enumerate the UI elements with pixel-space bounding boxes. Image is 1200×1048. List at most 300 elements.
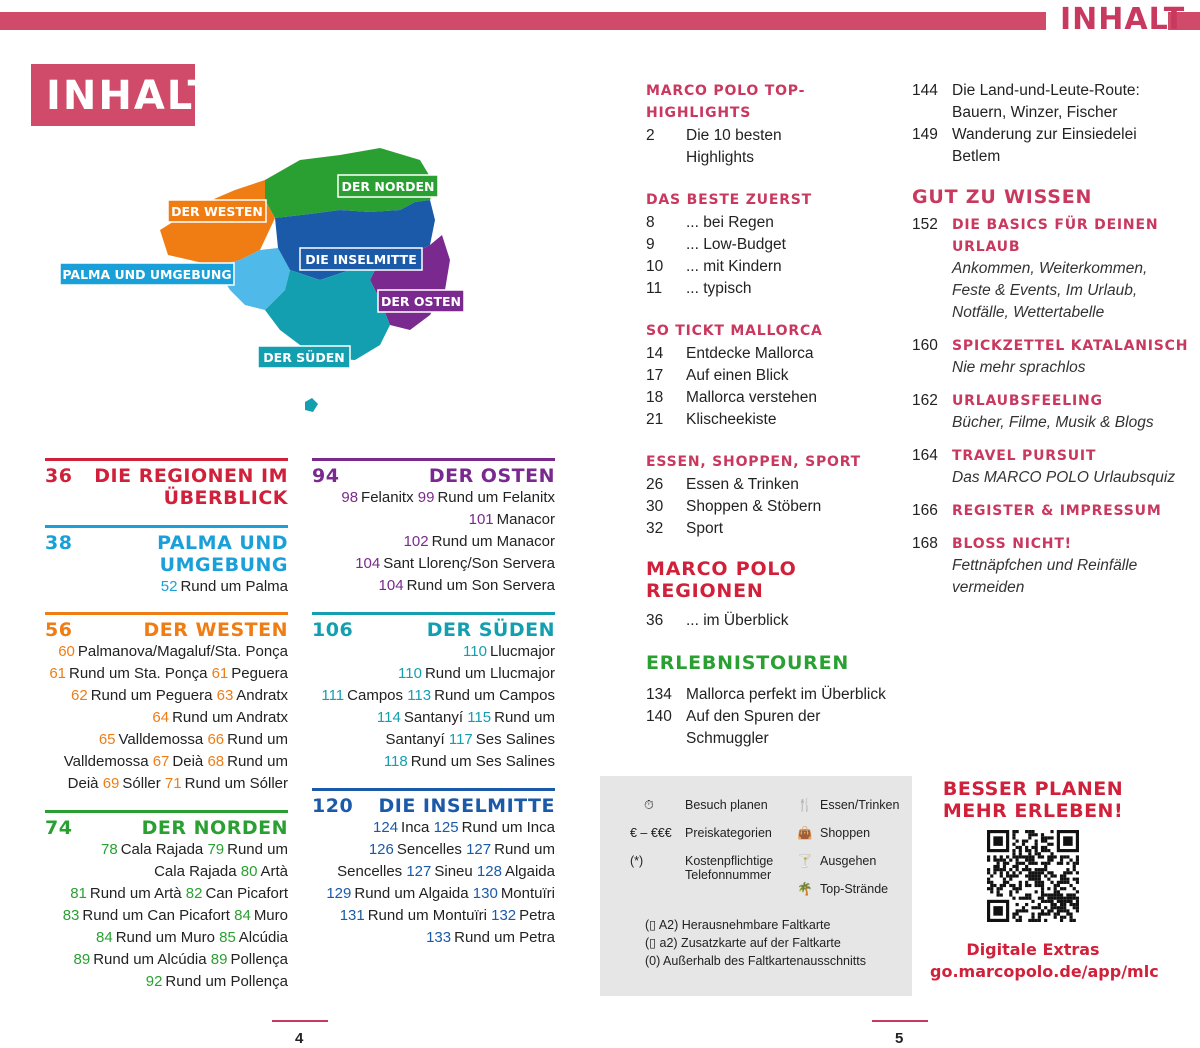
toc-entry-label: Die 10 besten: [686, 127, 782, 144]
region-title-line: PALMA UND: [157, 532, 288, 554]
sub-entry-label[interactable]: Rund um Felanitx: [437, 489, 555, 506]
region-title: [144, 619, 288, 641]
region-title: [429, 465, 555, 487]
sub-entry-label[interactable]: Artà: [260, 863, 288, 880]
sub-entry-label[interactable]: Rund um Sta. Ponça: [69, 665, 208, 682]
region-sublist: [312, 641, 555, 773]
gut-zu-wissen-entry[interactable]: [912, 445, 1192, 489]
sub-entry-label[interactable]: Sencelles: [396, 841, 462, 858]
page-number: 2: [646, 127, 655, 144]
entry-subtitle: Feste & Events, Im Urlaub,: [952, 282, 1138, 299]
sub-entry-label[interactable]: Rund um Petra: [454, 929, 555, 946]
sub-entry-label[interactable]: Alcúdia: [238, 929, 288, 946]
toc-row[interactable]: [646, 125, 896, 147]
region-entry[interactable]: [45, 525, 288, 598]
sub-entry-label[interactable]: Sóller: [122, 775, 161, 792]
sub-entry-label[interactable]: Deià: [67, 775, 99, 792]
entry-subtitle: Nie mehr sprachlos: [952, 359, 1086, 376]
sub-page-number: 81: [70, 885, 87, 902]
sub-entry-label[interactable]: Rund um: [227, 753, 288, 770]
toc-entry-label: Klischeekiste: [686, 411, 777, 428]
region-sub-line: [312, 685, 555, 707]
region-entry[interactable]: [312, 612, 555, 773]
region-sub-line: [312, 927, 555, 949]
map-label-east: [378, 290, 464, 312]
region-page-number: 106: [312, 619, 354, 641]
sub-page-number: 68: [207, 753, 225, 770]
euro-icon: € – €€€: [630, 826, 672, 840]
sub-page-number: 89: [73, 951, 91, 968]
page-number: 21: [646, 411, 664, 428]
sub-page-number: 52: [160, 578, 178, 595]
region-title: [142, 817, 288, 839]
section-so-tickt: [646, 320, 896, 431]
page-number: 149: [912, 126, 938, 143]
region-title-line: DIE INSELMITTE: [378, 795, 555, 817]
legend-item: [630, 854, 790, 882]
region-sublist: [312, 817, 555, 949]
region-title: [157, 532, 288, 576]
svg-text:DIE INSELMITTE: DIE INSELMITTE: [305, 252, 417, 267]
region-sub-line: [312, 553, 555, 575]
toc-entry-label: Auf den Spuren der: [686, 708, 821, 725]
sub-page-number: 102: [403, 533, 429, 550]
sub-entry-label[interactable]: Sant Llorenç/Son Servera: [383, 555, 555, 572]
toc-entry-label: Essen & Trinken: [686, 476, 799, 493]
page-number: 18: [646, 389, 664, 406]
section-title: ERLEBNISTOUREN: [646, 652, 850, 674]
sub-entry-label[interactable]: Rund um Llucmajor: [424, 665, 555, 682]
region-entry[interactable]: [45, 458, 288, 509]
sub-entry-label[interactable]: Felanitx: [361, 489, 414, 506]
entry-subtitle: Fettnäpfchen und Reinfälle: [952, 557, 1138, 574]
sub-page-number: 124: [373, 819, 399, 836]
legend-item: [630, 798, 790, 812]
page-number-right: 5: [895, 1030, 904, 1047]
sub-entry-label[interactable]: Rund um Artà: [89, 885, 182, 902]
region-sub-line: [312, 817, 555, 839]
region-sub-line: [312, 487, 555, 509]
page-number: 32: [646, 520, 664, 537]
legend-item: [790, 854, 908, 868]
legend-item: [630, 826, 790, 840]
sub-entry-label[interactable]: Rund um Peguera: [90, 687, 213, 704]
tours-continuation: [912, 80, 1192, 168]
sub-entry-label[interactable]: Rund um Montuïri: [367, 907, 487, 924]
region-title-line: DER WESTEN: [143, 619, 288, 641]
sub-entry-label[interactable]: Manacor: [496, 511, 555, 528]
toc-right-column: [912, 80, 1192, 610]
gut-zu-wissen-entry[interactable]: [912, 335, 1192, 379]
sub-entry-label[interactable]: Valldemossa: [63, 753, 149, 770]
sub-entry-label[interactable]: Rund um Algaida: [354, 885, 469, 902]
toc-row[interactable]: [912, 102, 1192, 124]
region-sub-line: [45, 663, 288, 685]
legend-note: (0) Außerhalb des Faltkartenausschnitts: [645, 954, 866, 968]
page-title: INHALT: [31, 64, 195, 126]
entry-subtitle: Bücher, Filme, Musik & Blogs: [952, 414, 1154, 431]
region-heading: [45, 817, 288, 839]
region-sub-line: [312, 509, 555, 531]
sub-entry-label[interactable]: Rund um: [227, 731, 288, 748]
sub-entry-label[interactable]: Algaida: [504, 863, 555, 880]
promo-title-1: BESSER PLANEN: [942, 778, 1124, 800]
region-entry[interactable]: [45, 810, 288, 993]
page-number: 164: [912, 447, 938, 464]
section-essen: [646, 451, 896, 540]
region-sub-line: [45, 707, 288, 729]
entry-title: DIE BASICS FÜR DEINEN: [952, 217, 1159, 233]
entry-title: BLOSS NICHT!: [952, 536, 1072, 552]
region-page-number: 120: [312, 795, 354, 817]
clock-icon: ⏱: [644, 798, 654, 812]
sub-page-number: 85: [219, 929, 236, 946]
section-regionen: [646, 558, 896, 632]
sub-entry-label[interactable]: Rund um Pollença: [165, 973, 288, 990]
legend-note: (▯ A2) Herausnehmbare Faltkarte: [645, 918, 831, 932]
page-number: 9: [646, 236, 655, 253]
sub-entry-label[interactable]: Peguera: [231, 665, 288, 682]
sub-entry-label[interactable]: Can Picafort: [205, 885, 288, 902]
region-sub-line: [312, 641, 555, 663]
toc-row[interactable]: [646, 409, 896, 431]
sub-page-number: 113: [407, 687, 432, 704]
region-sub-line: [312, 905, 555, 927]
sub-entry-label[interactable]: Ses Salines: [475, 731, 555, 748]
sub-entry-label[interactable]: Rund um Ses Salines: [410, 753, 555, 770]
page-number: 134: [646, 686, 672, 703]
sub-entry-label[interactable]: Rund um: [494, 709, 555, 726]
toc-entry-label: Auf einen Blick: [686, 367, 789, 384]
toc-entry-label: ... im Überblick: [686, 612, 789, 629]
toc-row[interactable]: [646, 728, 896, 750]
entry-content: [952, 390, 1154, 434]
sub-entry-label[interactable]: Rund um Palma: [180, 578, 288, 595]
page-number: 30: [646, 498, 664, 515]
sub-page-number: 101: [468, 511, 494, 528]
section-beste-zuerst: [646, 189, 896, 300]
region-heading: [45, 465, 288, 509]
region-title-line: ÜBERBLICK: [163, 487, 288, 509]
legend-box: [600, 776, 912, 996]
region-heading: [45, 619, 288, 641]
gut-zu-wissen-entry[interactable]: [912, 214, 1192, 324]
toc-entry-label: Shoppen & Stöbern: [686, 498, 822, 515]
header-title: INHALT: [1060, 2, 1186, 37]
sub-page-number: 115: [467, 709, 492, 726]
gut-zu-wissen-entry[interactable]: [912, 533, 1192, 599]
entry-content: [952, 445, 1175, 489]
toc-entry-label: Die Land-und-Leute-Route:: [952, 82, 1140, 99]
sub-page-number: 84: [234, 907, 251, 924]
sub-entry-label[interactable]: Rund um Manacor: [431, 533, 555, 550]
legend-item: [790, 798, 908, 812]
sub-entry-label[interactable]: Rund um Alcúdia: [93, 951, 207, 968]
toc-entry-label: ... bei Regen: [686, 214, 774, 231]
legend-label: Shoppen: [820, 826, 871, 840]
sub-page-number: 126: [368, 841, 394, 858]
page-number: [912, 146, 952, 168]
sub-page-number: 130: [472, 885, 498, 902]
region-entry[interactable]: [312, 458, 555, 597]
region-sub-line: [312, 839, 555, 861]
entry-content: [952, 500, 1162, 522]
sub-page-number: 83: [62, 907, 80, 924]
region-entry[interactable]: [312, 788, 555, 949]
sub-page-number: 117: [448, 731, 473, 748]
sub-entry-label[interactable]: Palmanova/Magaluf/Sta. Ponça: [77, 643, 288, 660]
sub-page-number: 66: [207, 731, 225, 748]
sub-entry-label[interactable]: Rund um Muro: [115, 929, 215, 946]
region-sub-line: [45, 685, 288, 707]
sub-entry-label[interactable]: Deià: [172, 753, 204, 770]
cutlery-icon: 🍴: [797, 798, 813, 812]
section-title: MARCO POLO TOP-HIGHLIGHTS: [646, 83, 806, 121]
page-number: 17: [646, 367, 664, 384]
svg-text:DER SÜDEN: DER SÜDEN: [263, 350, 345, 365]
asterisk-icon: (*): [630, 854, 644, 868]
sub-page-number: 99: [417, 489, 435, 506]
toc-row[interactable]: [912, 146, 1192, 168]
sub-page-number: 133: [426, 929, 452, 946]
toc-row[interactable]: [912, 124, 1192, 146]
map-label-middle: [300, 248, 422, 270]
region-sub-line: [312, 729, 555, 751]
sub-page-number: 128: [476, 863, 502, 880]
sub-entry-label[interactable]: Montuïri: [500, 885, 555, 902]
region-title-line: UMGEBUNG: [159, 554, 288, 576]
toc-entry-label: ... Low-Budget: [686, 236, 786, 253]
legend-item: [790, 826, 908, 840]
svg-text:DER NORDEN: DER NORDEN: [341, 179, 435, 194]
sub-entry-label[interactable]: Santanyí: [403, 709, 464, 726]
sub-entry-label[interactable]: Rund um: [227, 841, 288, 858]
entry-subtitle: Notfälle, Wettertabelle: [952, 304, 1105, 321]
sub-entry-label[interactable]: Rund um Son Servera: [406, 577, 555, 594]
sub-page-number: 127: [406, 863, 432, 880]
page-number: 160: [912, 337, 938, 354]
region-sub-line: [45, 729, 288, 751]
sub-entry-label[interactable]: Sencelles: [337, 863, 403, 880]
entry-content: [952, 335, 1188, 379]
page-number: [646, 728, 686, 750]
legend-item: [790, 882, 908, 896]
qr-code-icon[interactable]: [987, 830, 1079, 922]
region-heading: [312, 619, 555, 641]
legend-label: Top-Strände: [820, 882, 889, 896]
toc-row[interactable]: [646, 212, 896, 234]
sub-page-number: 63: [216, 687, 234, 704]
toc-row[interactable]: [646, 387, 896, 409]
sub-entry-label[interactable]: Llucmajor: [489, 643, 555, 660]
page-number: 26: [646, 476, 664, 493]
sub-page-number: 125: [433, 819, 459, 836]
region-sub-line: [312, 707, 555, 729]
toc-entry-label: Highlights: [686, 149, 755, 166]
toc-row[interactable]: [646, 365, 896, 387]
toc-row[interactable]: [646, 706, 896, 728]
sub-entry-label[interactable]: Rund um Sóller: [184, 775, 288, 792]
region-sub-line: [45, 861, 288, 883]
region-sublist: [45, 576, 288, 598]
region-heading: [312, 795, 555, 817]
region-title: [427, 619, 555, 641]
region-sub-line: [45, 641, 288, 663]
region-title-line: DER OSTEN: [428, 465, 555, 487]
mallorca-region-map: [50, 140, 490, 430]
page-number: 152: [912, 216, 938, 233]
sub-entry-label[interactable]: Andratx: [236, 687, 288, 704]
sub-entry-label[interactable]: Rund um Campos: [434, 687, 555, 704]
legend-note: (▯ a2) Zusatzkarte auf der Faltkarte: [645, 936, 841, 950]
sub-page-number: 110: [398, 665, 422, 682]
region-sub-line: [312, 883, 555, 905]
gut-zu-wissen-title: GUT ZU WISSEN: [912, 186, 1093, 208]
entry-title: SPICKZETTEL KATALANISCH: [952, 338, 1189, 354]
entry-subtitle: Ankommen, Weiterkommen,: [952, 260, 1148, 277]
toc-row[interactable]: [646, 256, 896, 278]
toc-entry-label: ... typisch: [686, 280, 752, 297]
sub-entry-label[interactable]: Valldemossa: [118, 731, 204, 748]
sub-entry-label[interactable]: Pollença: [230, 951, 288, 968]
section-title: DAS BESTE ZUERST: [646, 192, 813, 208]
region-sub-line: [45, 971, 288, 993]
page-line-right: [872, 1020, 928, 1022]
gut-zu-wissen-entry[interactable]: [912, 390, 1192, 434]
region-page-number: 74: [45, 817, 73, 839]
region-sub-line: [45, 576, 288, 598]
gut-zu-wissen-entry[interactable]: [912, 500, 1192, 522]
region-sub-line: [45, 949, 288, 971]
sub-entry-label[interactable]: Inca: [401, 819, 430, 836]
page-number: 140: [646, 708, 672, 725]
entry-subtitle: vermeiden: [952, 579, 1025, 596]
toc-row[interactable]: [646, 496, 896, 518]
page-number: 166: [912, 502, 938, 519]
sub-page-number: 131: [339, 907, 365, 924]
map-island-cabrera: [305, 398, 318, 412]
page-number: 168: [912, 535, 938, 552]
toc-entry-label: ... mit Kindern: [686, 258, 782, 275]
toc-row[interactable]: [646, 610, 896, 632]
legend-notes: [645, 916, 866, 970]
region-entry[interactable]: [45, 612, 288, 795]
sub-entry-label[interactable]: Cala Rajada: [154, 863, 237, 880]
sub-page-number: 114: [376, 709, 401, 726]
region-title-line: DIE REGIONEN IM: [94, 465, 288, 487]
region-heading: [45, 532, 288, 576]
entry-content: [952, 533, 1137, 599]
sub-entry-label[interactable]: Campos: [347, 687, 404, 704]
entry-title: URLAUB: [952, 239, 1021, 255]
region-page-number: 38: [45, 532, 73, 554]
toc-row[interactable]: [646, 147, 896, 169]
sub-entry-label[interactable]: Rund um Andratx: [172, 709, 288, 726]
sub-page-number: 61: [211, 665, 229, 682]
toc-row[interactable]: [646, 518, 896, 540]
region-title-line: DER SÜDEN: [426, 619, 555, 641]
region-title-line: DER NORDEN: [141, 817, 288, 839]
sub-page-number: 84: [96, 929, 113, 946]
region-sub-line: [312, 575, 555, 597]
sub-entry-label[interactable]: Santanyí: [385, 731, 445, 748]
section-top-highlights: [646, 80, 896, 169]
page-number-left: 4: [295, 1030, 304, 1047]
toc-entry-label: Sport: [686, 520, 724, 537]
map-label-south: [258, 346, 350, 368]
sub-entry-label[interactable]: Muro: [253, 907, 288, 924]
toc-row[interactable]: [646, 684, 896, 706]
page-number: [912, 102, 952, 124]
legend-label: Preiskategorien: [685, 826, 772, 840]
toc-row[interactable]: [646, 234, 896, 256]
legend-label: Ausgehen: [820, 854, 877, 868]
promo-link[interactable]: go.marcopolo.de/app/mlc: [930, 962, 1159, 981]
sub-entry-label[interactable]: Sineu: [434, 863, 473, 880]
toc-row[interactable]: [646, 474, 896, 496]
toc-row[interactable]: [912, 80, 1192, 102]
sub-entry-label[interactable]: Rund um: [494, 841, 555, 858]
shopping-bag-icon: 👜: [797, 826, 813, 840]
map-label-palma: [60, 263, 234, 285]
entry-subtitle: Das MARCO POLO Urlaubsquiz: [952, 469, 1176, 486]
section-title: SO TICKT MALLORCA: [646, 323, 823, 339]
region-sub-line: [312, 663, 555, 685]
region-page-number: 36: [45, 465, 73, 487]
sub-page-number: 61: [49, 665, 66, 682]
region-sub-line: [45, 839, 288, 861]
region-sublist: [45, 641, 288, 795]
region-sub-line: [312, 751, 555, 773]
region-sub-line: [45, 905, 288, 927]
sub-page-number: 104: [355, 555, 381, 572]
promo-title-2: MEHR ERLEBEN!: [942, 800, 1124, 822]
region-page-number: 94: [312, 465, 340, 487]
region-sublist: [45, 839, 288, 993]
sub-page-number: 104: [378, 577, 404, 594]
entry-content: [952, 214, 1158, 324]
sub-page-number: 118: [383, 753, 408, 770]
sub-entry-label[interactable]: Petra: [519, 907, 555, 924]
region-page-number: 56: [45, 619, 73, 641]
sub-page-number: 64: [152, 709, 170, 726]
toc-row[interactable]: [646, 343, 896, 365]
entry-title: REGISTER & IMPRESSUM: [952, 503, 1162, 519]
region-sub-line: [45, 773, 288, 795]
region-sub-line: [45, 927, 288, 949]
sub-page-number: 65: [98, 731, 116, 748]
sub-entry-label[interactable]: Cala Rajada: [120, 841, 204, 858]
toc-entry-label: Mallorca perfekt im Überblick: [686, 686, 886, 703]
legend-label: Besuch planen: [685, 798, 768, 812]
sub-entry-label[interactable]: Rund um Can Picafort: [82, 907, 230, 924]
sub-entry-label[interactable]: Rund um Inca: [461, 819, 555, 836]
cocktail-icon: 🍸: [797, 854, 813, 868]
sub-page-number: 89: [210, 951, 228, 968]
page-number: 162: [912, 392, 938, 409]
sub-page-number: 80: [240, 863, 258, 880]
sub-page-number: 110: [463, 643, 487, 660]
sub-page-number: 98: [341, 489, 359, 506]
section-title: ESSEN, SHOPPEN, SPORT: [646, 454, 862, 470]
legend-label: Kostenpflichtige Telefonnummer: [685, 854, 774, 882]
region-title: [379, 795, 556, 817]
page-number: 10: [646, 258, 664, 275]
toc-entry-label: Mallorca verstehen: [686, 389, 817, 406]
toc-row[interactable]: [646, 278, 896, 300]
page-number: 8: [646, 214, 655, 231]
page-number: 36: [646, 612, 664, 629]
